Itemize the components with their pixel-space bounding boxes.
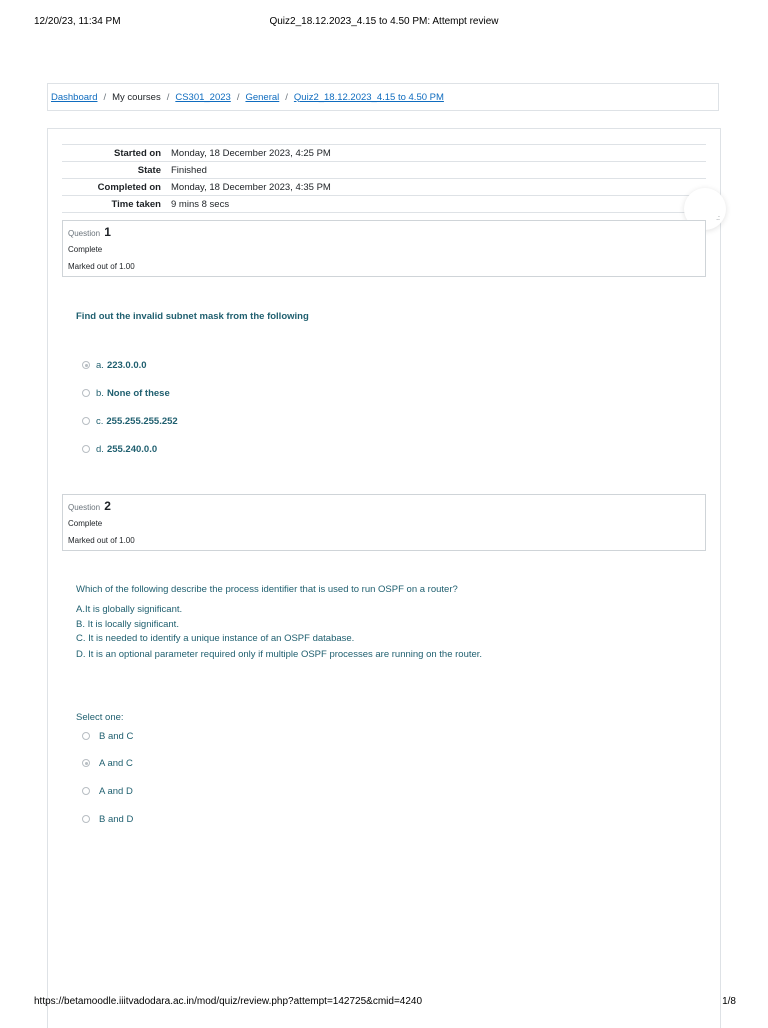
select-one-prompt: Select one:	[76, 712, 124, 723]
question-state: Complete	[68, 519, 103, 528]
radio-icon[interactable]	[82, 732, 90, 740]
option-text: 223.0.0.0	[106, 359, 147, 371]
question-number: 2	[104, 499, 111, 513]
question-1-text: Find out the invalid subnet mask from the following	[76, 311, 309, 322]
print-datetime: 12/20/23, 11:34 PM	[34, 16, 121, 27]
option-text: None of these	[106, 387, 170, 399]
question-1-option-a[interactable]	[82, 359, 147, 371]
option-text: A and D	[99, 785, 133, 797]
summary-row-state	[62, 162, 706, 179]
summary-label: State	[137, 164, 161, 176]
print-footer	[0, 996, 768, 1010]
question-2-option-4[interactable]	[82, 813, 133, 825]
option-letter: a.	[96, 359, 104, 371]
option-text: 255.240.0.0	[106, 443, 158, 455]
radio-icon[interactable]	[82, 815, 90, 823]
summary-row-started	[62, 145, 706, 162]
question-state: Complete	[68, 245, 103, 254]
radio-selected-icon[interactable]	[82, 759, 90, 767]
question-2-info	[62, 494, 706, 551]
question-2-statement-a: A.It is globally significant.	[76, 604, 183, 615]
question-1-info	[62, 220, 706, 277]
option-letter: b.	[96, 387, 104, 399]
radio-icon[interactable]	[82, 389, 90, 397]
option-text: B and C	[99, 730, 134, 742]
print-header	[0, 16, 768, 30]
breadcrumb-separator: /	[166, 91, 170, 103]
question-label: Question	[68, 229, 101, 238]
question-label: Question	[68, 503, 101, 512]
option-letter: c.	[96, 415, 104, 427]
breadcrumb-my-courses: My courses	[112, 91, 161, 103]
breadcrumb-section-link[interactable]: General	[245, 91, 280, 103]
summary-label: Started on	[114, 147, 161, 159]
question-grade: Marked out of 1.00	[68, 262, 135, 271]
breadcrumb-separator: /	[103, 91, 107, 103]
summary-value: 9 mins 8 secs	[171, 198, 230, 210]
breadcrumb-dashboard-link[interactable]: Dashboard	[51, 91, 98, 103]
question-grade: Marked out of 1.00	[68, 536, 135, 545]
attempt-summary-table	[62, 144, 706, 213]
question-1-option-b[interactable]	[82, 387, 170, 399]
summary-row-completed	[62, 179, 706, 196]
question-2-option-1[interactable]	[82, 730, 133, 742]
summary-value: Monday, 18 December 2023, 4:35 PM	[171, 181, 331, 193]
summary-label: Time taken	[111, 198, 161, 210]
option-text: B and D	[99, 813, 134, 825]
radio-icon[interactable]	[82, 417, 90, 425]
print-title: Quiz2_18.12.2023_4.15 to 4.50 PM: Attempt review	[269, 16, 499, 27]
breadcrumb-separator: /	[285, 91, 288, 103]
breadcrumb-course-link[interactable]: CS301_2023	[175, 91, 231, 103]
summary-value: Finished	[171, 164, 207, 176]
question-2-option-2[interactable]	[82, 757, 133, 769]
question-number-line	[68, 225, 111, 239]
breadcrumb	[47, 83, 719, 111]
question-2-statement-c: C. It is needed to identify a unique instance of an OSPF database.	[76, 633, 355, 644]
option-text: A and C	[99, 757, 133, 769]
breadcrumb-separator: /	[236, 91, 240, 103]
question-2-text: Which of the following describe the process identifier that is used to run OSPF on a router?	[76, 584, 458, 595]
question-1-option-d[interactable]	[82, 443, 157, 455]
resize-handle-icon: .:	[716, 215, 720, 222]
print-url: https://betamoodle.iiitvadodara.ac.in/mod/quiz/review.php?attempt=142725&cmid=4240	[34, 996, 423, 1007]
radio-icon[interactable]	[82, 445, 90, 453]
question-number-line	[68, 499, 111, 513]
radio-selected-icon[interactable]	[82, 361, 90, 369]
question-2-statement-d: D. It is an optional parameter required only if multiple OSPF processes are running on the router.	[76, 649, 483, 660]
option-text: 255.255.255.252	[106, 415, 178, 427]
summary-row-time-taken	[62, 196, 706, 213]
summary-value: Monday, 18 December 2023, 4:25 PM	[171, 147, 331, 159]
breadcrumb-quiz-link[interactable]: Quiz2_18.12.2023_4.15 to 4.50 PM	[293, 91, 444, 103]
print-page-number: 1/8	[722, 996, 736, 1007]
question-2-option-3[interactable]	[82, 785, 133, 797]
option-letter: d.	[96, 443, 104, 455]
question-2-statement-b: B. It is locally significant.	[76, 619, 179, 630]
question-1-option-c[interactable]	[82, 415, 178, 427]
radio-icon[interactable]	[82, 787, 90, 795]
summary-label: Completed on	[97, 181, 161, 193]
question-number: 1	[104, 225, 111, 239]
